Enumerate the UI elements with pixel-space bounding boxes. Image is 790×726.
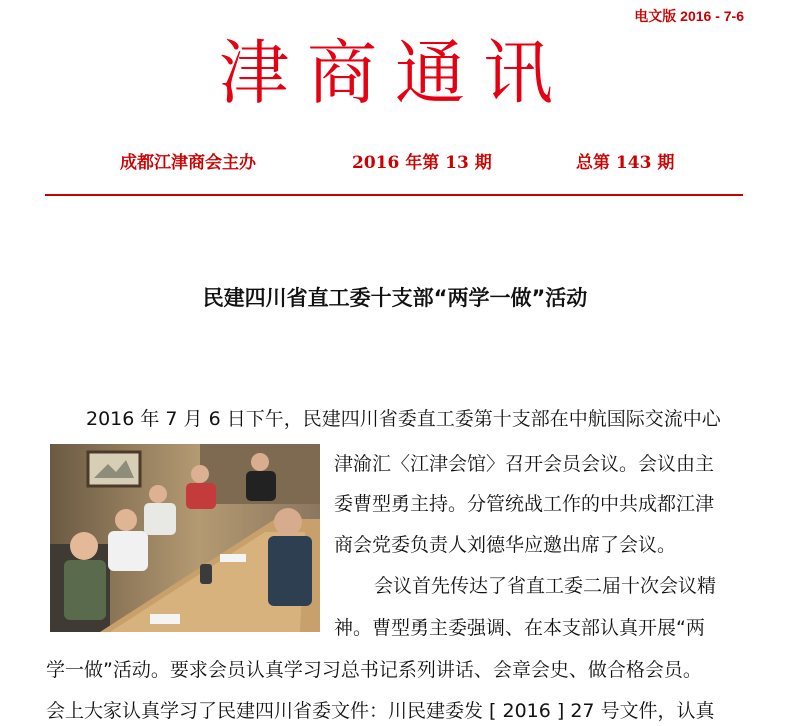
article-line: 会上大家认真学习了民建四川省委文件：川民建委发 [ 2016 ] 27 号文件，认真 — [46, 700, 715, 722]
article-line: 神。曹型勇主委强调、在本支部认真开展“两 — [334, 617, 705, 639]
article-line: 2016 年 7 月 6 日下午，民建四川省委直工委第十支部在中航国际交流中心 — [86, 408, 721, 430]
article-line: 商会党委负责人刘德华应邀出席了会议。 — [334, 534, 677, 556]
article-line: 津渝汇〈江津会馆〉召开会员会议。会议由主 — [334, 453, 715, 475]
issue-number: 2016 年第 13 期 — [352, 153, 492, 173]
header-divider — [45, 194, 743, 196]
total-issue-number: 总第 143 期 — [576, 153, 675, 173]
meeting-photo — [50, 444, 320, 632]
organizer-text: 成都江津商会主办 — [120, 153, 256, 173]
masthead-title: 津商通讯 — [219, 32, 571, 114]
article-line: 学一做”活动。要求会员认真学习习总书记系列讲话、会章会史、做合格会员。 — [46, 659, 702, 681]
article-line: 委曹型勇主持。分管统战工作的中共成都江津 — [334, 493, 715, 515]
edition-date: 电文版 2016 - 7-6 — [634, 8, 744, 24]
article-line: 会议首先传达了省直工委二届十次会议精 — [374, 575, 717, 597]
article-title: 民建四川省直工委十支部“两学一做”活动 — [202, 286, 588, 310]
